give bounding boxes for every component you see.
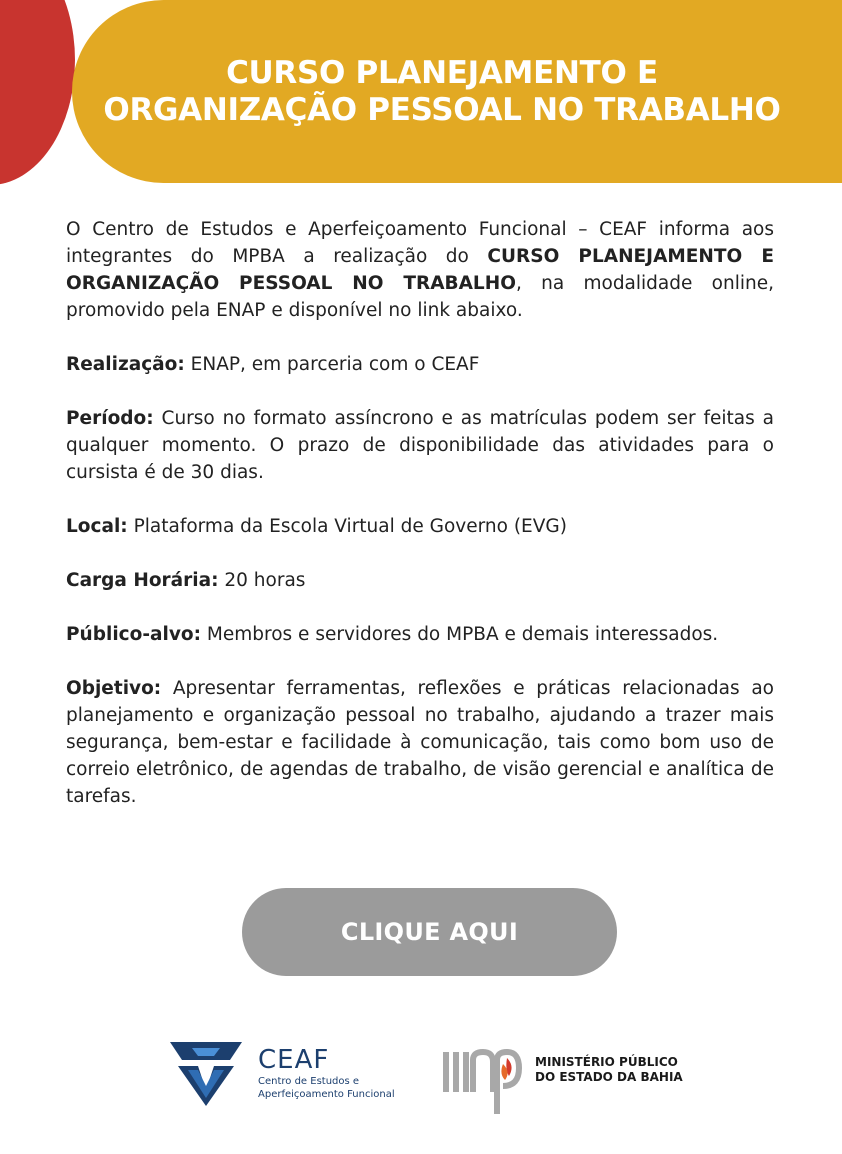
info-value: ENAP, em parceria com o CEAF xyxy=(190,354,480,375)
info-realizacao xyxy=(66,351,774,378)
ceaf-logo-icon xyxy=(168,1038,244,1108)
info-label: Local: xyxy=(66,516,128,537)
mp-line-2: DO ESTADO DA BAHIA xyxy=(535,1070,683,1084)
intro-text-after: , na modalidade online, promovido pela ENAP e disponível no link abaixo. xyxy=(66,273,774,321)
title-line-2: ORGANIZAÇÃO PESSOAL NO TRABALHO xyxy=(103,91,781,128)
ceaf-name: CEAF xyxy=(258,1045,330,1075)
mp-bahia-logo-icon xyxy=(441,1046,523,1116)
info-label: Realização: xyxy=(66,354,185,375)
ceaf-subtitle-line-2: Aperfeiçoamento Funcional xyxy=(258,1089,395,1100)
page-title xyxy=(72,55,812,129)
intro-course-name: CURSO PLANEJAMENTO E ORGANIZAÇÃO PESSOAL NO TRABALHO xyxy=(66,246,774,294)
intro-paragraph xyxy=(66,216,774,324)
info-label: Carga Horária: xyxy=(66,570,219,591)
intro-text-before: O Centro de Estudos e Aperfeiçoamento Funcional – CEAF informa aos integrantes do MPBA a realização do xyxy=(66,219,774,267)
info-publico-alvo xyxy=(66,621,774,648)
info-value: Curso no formato assíncrono e as matrículas podem ser feitas a qualquer momento. O prazo de disponibilidade das atividades para o cursista é de 30 dias. xyxy=(66,408,774,483)
info-value: Plataforma da Escola Virtual de Governo (EVG) xyxy=(133,516,567,537)
mp-line-1: MINISTÉRIO PÚBLICO xyxy=(535,1055,678,1069)
info-value: Apresentar ferramentas, reflexões e práticas relacionadas ao planejamento e organização pessoal no trabalho, ajudando a trazer mais segurança, bem-estar e facilidade à comunicação, tais como bom uso de correio eletrônico, de agendas de trabalho, de visão gerencial e analítica de tarefas. xyxy=(66,678,774,807)
announcement-body xyxy=(66,216,774,837)
mp-wordmark xyxy=(535,1055,683,1085)
info-value: Membros e servidores do MPBA e demais interessados. xyxy=(206,624,719,645)
info-value: 20 horas xyxy=(224,570,306,591)
title-line-1: CURSO PLANEJAMENTO E xyxy=(226,54,658,91)
clique-aqui-button[interactable]: CLIQUE AQUI xyxy=(242,888,617,976)
decorative-red-circle xyxy=(0,0,75,185)
info-carga-horaria xyxy=(66,567,774,594)
ceaf-subtitle-line-1: Centro de Estudos e xyxy=(258,1076,360,1087)
info-label: Objetivo: xyxy=(66,678,162,699)
info-local xyxy=(66,513,774,540)
header-banner xyxy=(72,0,842,183)
info-label: Público-alvo: xyxy=(66,624,202,645)
info-label: Período: xyxy=(66,408,154,429)
info-objetivo xyxy=(66,675,774,810)
info-periodo xyxy=(66,405,774,486)
ceaf-wordmark xyxy=(258,1046,395,1100)
